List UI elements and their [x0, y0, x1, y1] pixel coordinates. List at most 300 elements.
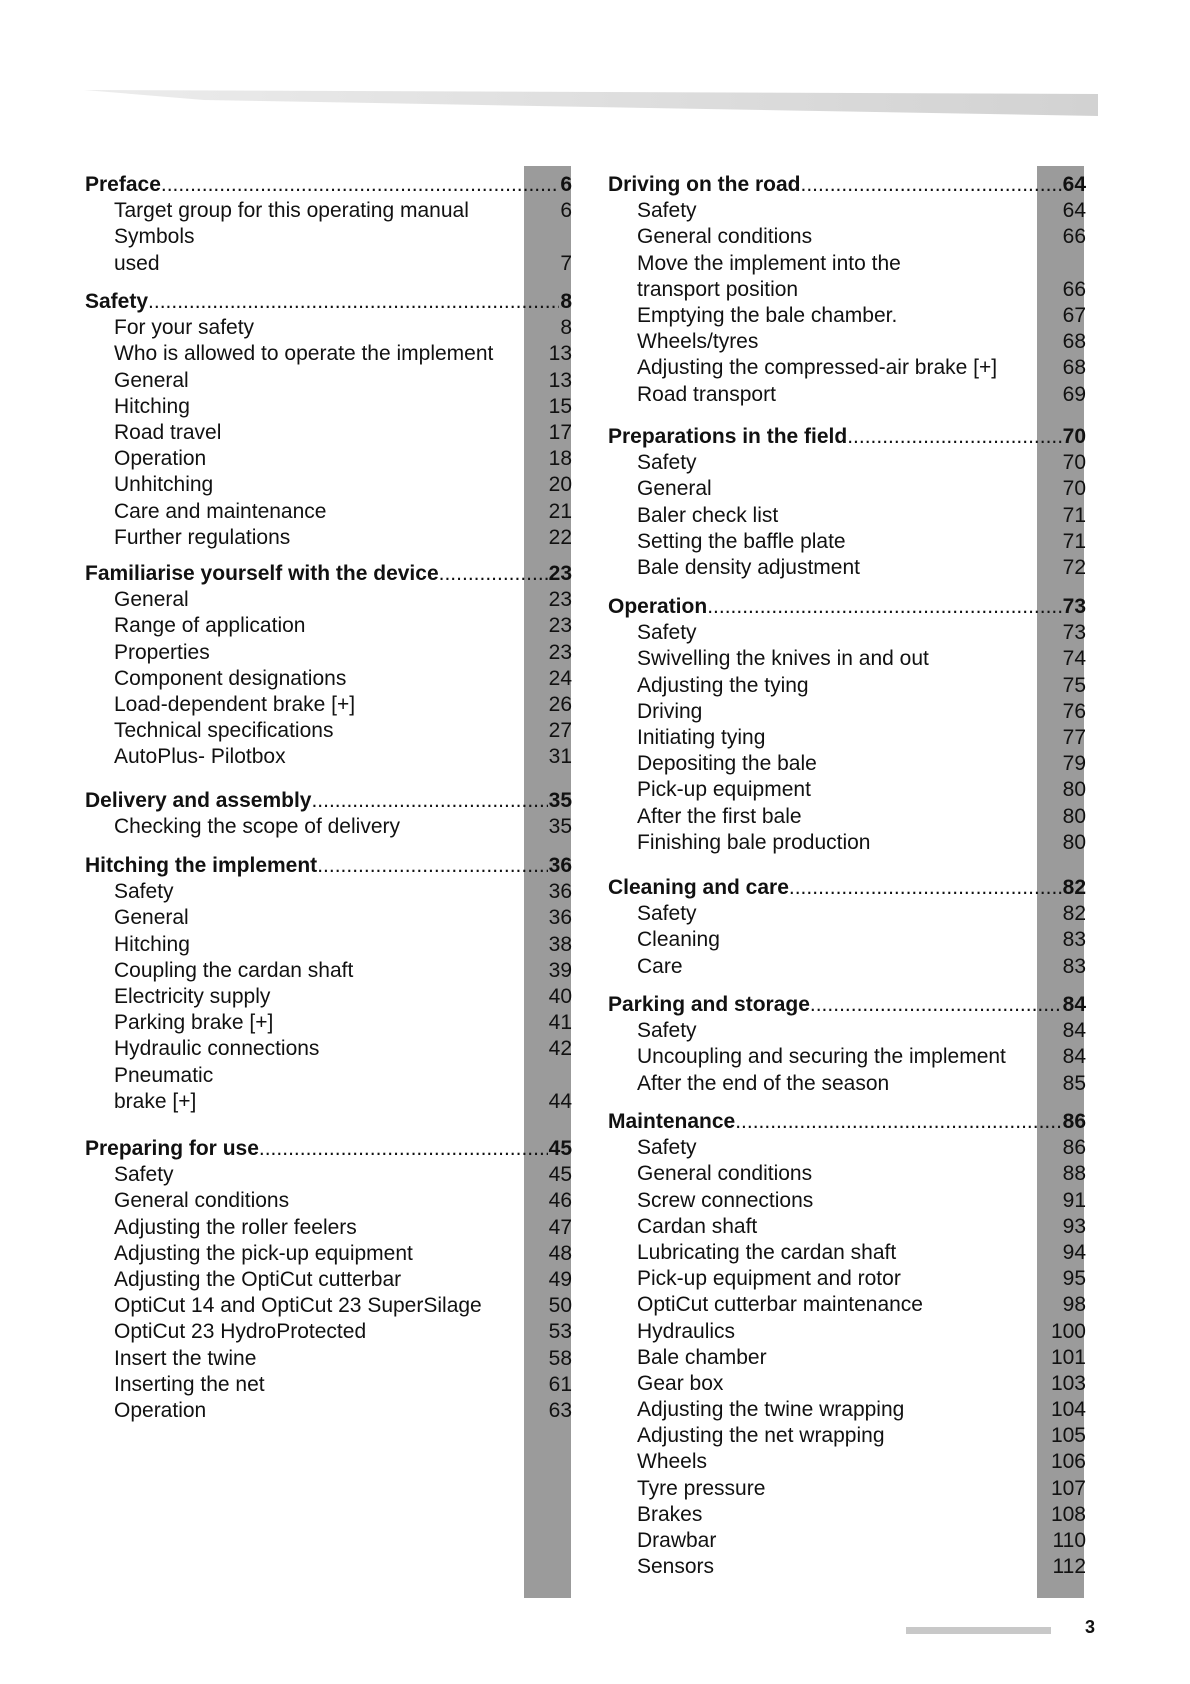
toc-entry-page: 66: [1062, 277, 1086, 301]
toc-heading-title: Cleaning and care: [608, 876, 789, 899]
toc-entry-page: 39: [548, 958, 572, 982]
toc-entry-label: Care and maintenance: [114, 499, 327, 523]
toc-entry[interactable]: [85, 1036, 572, 1062]
toc-entry-page: 69: [1062, 382, 1086, 406]
toc-entry-page: 76: [1062, 699, 1086, 723]
toc-entry[interactable]: [85, 315, 572, 341]
toc-entry-label: Initiating tying: [637, 725, 766, 749]
toc-entry-page: 98: [1062, 1293, 1086, 1317]
toc-heading-title: Preparations in the field: [608, 425, 848, 448]
toc-entry-page: 108: [1050, 1502, 1086, 1526]
toc-entry[interactable]: [608, 751, 1086, 777]
toc-entry-label: Adjusting the compressed-air brake [+]: [637, 356, 998, 380]
toc-leader-dots: [707, 594, 1061, 620]
toc-entry[interactable]: [85, 1089, 572, 1115]
toc-heading[interactable]: [85, 853, 572, 879]
toc-entry[interactable]: [608, 476, 1086, 502]
toc-entry-label: Safety: [114, 880, 174, 904]
toc-entry[interactable]: [608, 1266, 1086, 1292]
toc-entry-label: Pick-up equipment and rotor: [637, 1267, 901, 1291]
toc-section: [85, 1136, 572, 1424]
toc-entry-page: 71: [1062, 503, 1086, 527]
toc-heading[interactable]: [85, 561, 572, 587]
toc-entry-label: Baler check list: [637, 503, 779, 527]
toc-entry[interactable]: [85, 1372, 572, 1398]
toc-entry-page: 83: [1062, 928, 1086, 952]
toc-heading-title: Driving on the road: [608, 173, 801, 196]
toc-section: [85, 172, 572, 277]
toc-entry-page: 71: [1062, 529, 1086, 553]
toc-heading-page: 73: [1062, 595, 1086, 618]
toc-leader-dots: [259, 1136, 548, 1162]
toc-leader-dots: [801, 172, 1062, 198]
toc-entry-page: 77: [1062, 725, 1086, 749]
toc-heading-page: 8: [560, 290, 572, 313]
toc-entry[interactable]: [608, 1161, 1086, 1187]
toc-entry-label: Inserting the net: [114, 1372, 265, 1396]
toc-entry-label: Range of application: [114, 614, 306, 638]
toc-entry[interactable]: [608, 1476, 1086, 1502]
toc-heading-title: Preface: [85, 173, 161, 196]
toc-heading-page: 70: [1062, 425, 1086, 448]
toc-heading-title: Operation: [608, 595, 708, 618]
toc-entry[interactable]: [85, 984, 572, 1010]
toc-entry-label: Adjusting the OptiCut cutterbar: [114, 1267, 402, 1291]
toc-entry[interactable]: [85, 251, 572, 277]
toc-entry-label: Safety: [637, 902, 697, 926]
toc-entry-label: Further regulations: [114, 525, 291, 549]
toc-entry-page: 100: [1050, 1319, 1086, 1343]
toc-entry-label: OptiCut cutterbar maintenance: [637, 1293, 923, 1317]
toc-entry-label: brake [+]: [114, 1089, 197, 1113]
toc-entry[interactable]: [608, 329, 1086, 355]
toc-entry-page: 36: [548, 906, 572, 930]
toc-entry-label: Adjusting the pick-up equipment: [114, 1241, 413, 1265]
toc-heading-title: Safety: [85, 290, 149, 313]
toc-entry[interactable]: [608, 1371, 1086, 1397]
toc-entry-page: 50: [548, 1294, 572, 1318]
toc-entry-label: Cardan shaft: [637, 1214, 758, 1238]
toc-entry-label: Cleaning: [637, 928, 720, 952]
toc-entry-label: Driving: [637, 699, 703, 723]
toc-entry-page: 21: [548, 499, 572, 523]
toc-heading-title: Delivery and assembly: [85, 789, 312, 812]
toc-entry-page: 104: [1050, 1398, 1086, 1422]
toc-entry-page: 20: [548, 473, 572, 497]
toc-entry[interactable]: [608, 804, 1086, 830]
toc-entry[interactable]: [608, 646, 1086, 672]
toc-entry[interactable]: [85, 341, 572, 367]
toc-entry-page: 103: [1050, 1371, 1086, 1395]
toc-entry-label: Hydraulics: [637, 1319, 736, 1343]
toc-leader-dots: [311, 788, 547, 814]
toc-entry-label: Electricity supply: [114, 984, 271, 1008]
toc-entry[interactable]: [608, 1345, 1086, 1371]
toc-entry-page: 6: [560, 199, 572, 223]
toc-entry[interactable]: [608, 1554, 1086, 1580]
toc-entry-label: Hitching: [114, 932, 190, 956]
toc-entry[interactable]: [85, 932, 572, 958]
footer-rule: [906, 1627, 1051, 1634]
toc-section: [608, 594, 1086, 856]
toc-entry-label: Hydraulic connections: [114, 1037, 320, 1061]
toc-entry[interactable]: [608, 251, 1086, 277]
toc-entry-label: Adjusting the twine wrapping: [637, 1398, 905, 1422]
toc-entry-page: 94: [1062, 1240, 1086, 1264]
toc-section: [608, 992, 1086, 1097]
toc-entry-page: 13: [548, 368, 572, 392]
toc-entry-label: For your safety: [114, 316, 255, 340]
toc-entry-label: Unhitching: [114, 473, 214, 497]
toc-entry-page: 23: [548, 614, 572, 638]
toc-entry[interactable]: [85, 1267, 572, 1293]
toc-entry[interactable]: [608, 529, 1086, 555]
toc-entry-page: 73: [1062, 621, 1086, 645]
toc-entry-label: Adjusting the net wrapping: [637, 1424, 885, 1448]
toc-entry-page: 15: [548, 394, 572, 418]
toc-entry-label: Safety: [114, 1163, 174, 1187]
toc-entry-page: 63: [548, 1398, 572, 1422]
toc-heading[interactable]: [608, 594, 1086, 620]
toc-entry[interactable]: [85, 1319, 572, 1345]
toc-entry[interactable]: [608, 1135, 1086, 1161]
toc-heading-page: 35: [548, 789, 572, 812]
toc-heading[interactable]: [608, 172, 1086, 198]
toc-entry-page: 82: [1062, 902, 1086, 926]
toc-entry-page: 8: [560, 316, 572, 340]
toc-entry-page: 75: [1062, 673, 1086, 697]
toc-entry[interactable]: [608, 954, 1086, 980]
toc-entry-label: Tyre pressure: [637, 1476, 766, 1500]
toc-entry[interactable]: [608, 830, 1086, 856]
toc-entry[interactable]: [85, 905, 572, 931]
toc-entry-label: Swivelling the knives in and out: [637, 647, 929, 671]
toc-entry-page: 101: [1050, 1345, 1086, 1369]
toc-entry-label: After the end of the season: [637, 1071, 890, 1095]
toc-entry-page: 95: [1062, 1267, 1086, 1291]
toc-entry[interactable]: [608, 1449, 1086, 1475]
toc-entry-label: Target group for this operating manual: [114, 199, 469, 223]
toc-entry[interactable]: [608, 303, 1086, 329]
toc-heading-title: Maintenance: [608, 1110, 736, 1133]
toc-entry-page: 45: [548, 1163, 572, 1187]
toc-heading[interactable]: [85, 172, 572, 198]
toc-entry-page: 53: [548, 1320, 572, 1344]
toc-entry-label: General conditions: [637, 225, 813, 249]
toc-entry[interactable]: [608, 382, 1086, 408]
toc-entry-label: Pick-up equipment: [637, 778, 811, 802]
toc-entry-label: Setting the baffle plate: [637, 529, 846, 553]
toc-entry[interactable]: [608, 725, 1086, 751]
toc-entry-label: Screw connections: [637, 1188, 814, 1212]
toc-entry-label: Finishing bale production: [637, 830, 871, 854]
toc-entry-page: 13: [548, 342, 572, 366]
toc-entry-page: 80: [1062, 804, 1086, 828]
toc-entry-page: 18: [548, 447, 572, 471]
toc-entry-page: 64: [1062, 199, 1086, 223]
toc-entry-label: Adjusting the tying: [637, 673, 809, 697]
toc-entry[interactable]: [85, 1293, 572, 1319]
toc-entry-label: General: [114, 588, 189, 612]
toc-entry-page: 36: [548, 880, 572, 904]
toc-entry-label: Safety: [637, 621, 697, 645]
toc-entry-page: 79: [1062, 752, 1086, 776]
toc-entry-label: Drawbar: [637, 1529, 717, 1552]
toc-entry-page: 42: [548, 1037, 572, 1061]
toc-entry[interactable]: [85, 879, 572, 905]
toc-entry-page: 23: [548, 588, 572, 612]
toc-entry-label: used: [114, 251, 160, 275]
toc-leader-dots: [810, 992, 1062, 1018]
toc-entry-label: Care: [637, 954, 683, 978]
toc-entry[interactable]: [608, 1528, 1086, 1554]
toc-entry[interactable]: [608, 1214, 1086, 1240]
toc-section: [85, 788, 572, 840]
toc-entry[interactable]: [85, 1215, 572, 1241]
toc-entry-page: 68: [1062, 356, 1086, 380]
toc-entry-page: 86: [1062, 1136, 1086, 1160]
toc-entry-page: 46: [548, 1189, 572, 1213]
toc-entry-label: Road travel: [114, 420, 222, 444]
toc-entry[interactable]: [85, 446, 572, 472]
toc-entry[interactable]: [608, 355, 1086, 381]
toc-entry-page: 44: [548, 1089, 572, 1113]
toc-entry-label: Lubricating the cardan shaft: [637, 1240, 897, 1264]
toc-entry-label: Operation: [114, 1398, 207, 1422]
toc-entry[interactable]: [85, 1188, 572, 1214]
toc-entry-label: Bale density adjustment: [637, 555, 860, 579]
toc-section: [85, 289, 572, 551]
toc-heading-page: 36: [548, 854, 572, 877]
toc-entry[interactable]: [608, 1240, 1086, 1266]
toc-entry[interactable]: [85, 1346, 572, 1372]
toc-entry-page: 68: [1062, 330, 1086, 354]
toc-entry-label: transport position: [637, 277, 799, 301]
toc-entry[interactable]: [85, 1241, 572, 1267]
toc-entry-label: Adjusting the roller feelers: [114, 1215, 357, 1239]
toc-entry[interactable]: [608, 277, 1086, 303]
toc-leader-dots: [789, 875, 1062, 901]
toc-entry[interactable]: [608, 450, 1086, 476]
toc-leader-dots: [847, 424, 1061, 450]
toc-leader-dots: [439, 561, 548, 587]
toc-entry[interactable]: [608, 1423, 1086, 1449]
toc-section: [608, 875, 1086, 980]
toc-entry-page: 38: [548, 932, 572, 956]
toc-entry[interactable]: [85, 640, 572, 666]
toc-heading-title: Preparing for use: [85, 1137, 259, 1160]
toc-entry-label: Wheels: [637, 1450, 708, 1474]
toc-entry[interactable]: [608, 699, 1086, 725]
toc-leader-dots: [148, 289, 559, 315]
toc-entry[interactable]: [608, 503, 1086, 529]
toc-heading[interactable]: [85, 1136, 572, 1162]
toc-entry[interactable]: [85, 814, 572, 840]
toc-entry-page: 80: [1062, 830, 1086, 854]
toc-entry-page: 66: [1062, 225, 1086, 249]
toc-entry-page: 49: [548, 1267, 572, 1291]
toc-entry-label: Symbols: [114, 225, 195, 249]
toc-entry[interactable]: [85, 692, 572, 718]
toc-entry-label: Move the implement into the: [637, 251, 901, 275]
toc-entry-label: Technical specifications: [114, 719, 334, 743]
toc-entry[interactable]: [85, 718, 572, 744]
toc-entry-page: 106: [1050, 1450, 1086, 1474]
toc-entry-page: 41: [548, 1011, 572, 1035]
toc-entry-page: 72: [1062, 555, 1086, 579]
toc-entry-page: 80: [1062, 778, 1086, 802]
toc-entry-label: Uncoupling and securing the implement: [637, 1045, 1006, 1069]
toc-entry-label: OptiCut 23 HydroProtected: [114, 1320, 367, 1344]
toc-entry[interactable]: [608, 1292, 1086, 1318]
toc-entry-label: Insert the twine: [114, 1346, 257, 1370]
toc-heading-page: 64: [1062, 173, 1086, 196]
toc-entry[interactable]: [85, 613, 572, 639]
toc-entry[interactable]: [608, 673, 1086, 699]
toc-entry-page: 112: [1052, 1555, 1086, 1579]
toc-entry[interactable]: [608, 1071, 1086, 1097]
toc-heading[interactable]: [608, 875, 1086, 901]
toc-entry-page: 47: [548, 1215, 572, 1239]
toc-entry-label: Who is allowed to operate the implement: [114, 342, 494, 366]
toc-leader-dots: [161, 172, 559, 198]
toc-entry[interactable]: [608, 1188, 1086, 1214]
toc-section: [85, 853, 572, 1115]
toc-entry[interactable]: [85, 420, 572, 446]
toc-heading[interactable]: [85, 289, 572, 315]
toc-entry-page: 85: [1062, 1071, 1086, 1095]
toc-heading[interactable]: [85, 788, 572, 814]
toc-entry-label: After the first bale: [637, 804, 802, 828]
toc-entry[interactable]: [608, 1397, 1086, 1423]
toc-entry[interactable]: [85, 1010, 572, 1036]
toc-entry[interactable]: [608, 224, 1086, 250]
toc-heading-page: 82: [1062, 876, 1086, 899]
toc-entry-label: Safety: [637, 199, 697, 223]
toc-heading[interactable]: [608, 1109, 1086, 1135]
toc-entry[interactable]: [85, 744, 572, 770]
toc-section: [608, 172, 1086, 408]
toc-entry[interactable]: [85, 1162, 572, 1188]
toc-entry[interactable]: [85, 499, 572, 525]
toc-heading[interactable]: [608, 992, 1086, 1018]
header-band-shape: [84, 90, 1098, 116]
toc-entry-page: 105: [1050, 1424, 1086, 1448]
toc-leader-dots: [317, 853, 547, 879]
toc-entry[interactable]: [608, 1319, 1086, 1345]
toc-entry[interactable]: [608, 198, 1086, 224]
toc-entry-label: Pneumatic: [114, 1063, 214, 1087]
toc-entry-page: 91: [1062, 1188, 1086, 1212]
toc-entry[interactable]: [608, 1044, 1086, 1070]
toc-entry[interactable]: [85, 1063, 572, 1089]
toc-entry-page: 17: [548, 420, 572, 444]
toc-entry[interactable]: [608, 901, 1086, 927]
toc-entry[interactable]: [85, 958, 572, 984]
toc-entry-label: Brakes: [637, 1502, 703, 1526]
toc-entry-page: 74: [1062, 647, 1086, 671]
toc-entry-page: 48: [548, 1241, 572, 1265]
toc-section: [608, 424, 1086, 581]
toc-entry-page: 70: [1062, 451, 1086, 475]
toc-heading-page: 45: [548, 1137, 572, 1160]
toc-entry-label: Safety: [637, 451, 697, 475]
toc-entry-label: General conditions: [114, 1189, 290, 1213]
toc-entry-label: General: [114, 906, 189, 930]
toc-entry-page: 22: [548, 525, 572, 549]
toc-entry-page: 110: [1052, 1529, 1086, 1552]
toc-entry-label: Sensors: [637, 1555, 715, 1579]
toc-leader-dots: [735, 1109, 1061, 1135]
toc-entry[interactable]: [608, 620, 1086, 646]
toc-entry-label: General: [637, 477, 712, 501]
toc-entry[interactable]: [608, 555, 1086, 581]
toc-entry-page: 70: [1062, 477, 1086, 501]
toc-entry-label: Parking brake [+]: [114, 1011, 274, 1035]
toc-entry-label: Operation: [114, 447, 207, 471]
toc-entry-label: Hitching: [114, 394, 190, 418]
toc-entry[interactable]: [608, 777, 1086, 803]
toc-entry-page: 61: [548, 1372, 572, 1396]
toc-entry[interactable]: [85, 587, 572, 613]
toc-entry-page: 26: [548, 692, 572, 716]
toc-entry-page: 27: [548, 719, 572, 743]
toc-entry-label: OptiCut 14 and OptiCut 23 SuperSilage: [114, 1294, 482, 1318]
toc-entry-label: Properties: [114, 640, 210, 664]
toc-entry[interactable]: [85, 394, 572, 420]
toc-entry-label: Safety: [637, 1136, 697, 1160]
toc-entry-page: 31: [548, 745, 572, 769]
toc-heading-page: 86: [1062, 1110, 1086, 1133]
toc-entry[interactable]: [85, 472, 572, 498]
toc-entry-page: 35: [548, 815, 572, 839]
toc-entry-label: Emptying the bale chamber.: [637, 303, 898, 327]
toc-entry[interactable]: [85, 224, 572, 250]
toc-entry[interactable]: [608, 927, 1086, 953]
toc-heading-page: 84: [1062, 993, 1086, 1016]
toc-entry[interactable]: [85, 666, 572, 692]
toc-entry-label: Coupling the cardan shaft: [114, 958, 354, 982]
toc-entry-label: Load-dependent brake [+]: [114, 692, 356, 716]
toc-entry-page: 7: [560, 251, 572, 275]
toc-entry-label: Depositing the bale: [637, 752, 817, 776]
toc-heading-title: Familiarise yourself with the device: [85, 562, 439, 585]
toc-entry-page: 93: [1062, 1214, 1086, 1238]
header-band: [84, 90, 1098, 116]
toc-entry[interactable]: [608, 1018, 1086, 1044]
toc-entry-label: General: [114, 368, 189, 392]
toc-heading[interactable]: [608, 424, 1086, 450]
toc-entry-page: 24: [548, 666, 572, 690]
toc-entry-label: General conditions: [637, 1162, 813, 1186]
toc-entry[interactable]: [85, 1398, 572, 1424]
toc-entry-page: 23: [548, 640, 572, 664]
toc-entry-page: 88: [1062, 1162, 1086, 1186]
toc-entry[interactable]: [608, 1502, 1086, 1528]
toc-entry[interactable]: [85, 198, 572, 224]
toc-heading-title: Parking and storage: [608, 993, 810, 1016]
toc-section: [85, 561, 572, 771]
toc-entry-label: Road transport: [637, 382, 776, 406]
toc-entry[interactable]: [85, 368, 572, 394]
toc-entry-label: Component designations: [114, 666, 347, 690]
toc-entry-label: AutoPlus- Pilotbox: [114, 745, 286, 769]
toc-entry-label: Gear box: [637, 1371, 724, 1395]
toc-entry[interactable]: [85, 525, 572, 551]
toc-entry-label: Safety: [637, 1019, 697, 1043]
toc-entry-label: Wheels/tyres: [637, 330, 759, 354]
toc-heading-page: 6: [560, 173, 572, 196]
